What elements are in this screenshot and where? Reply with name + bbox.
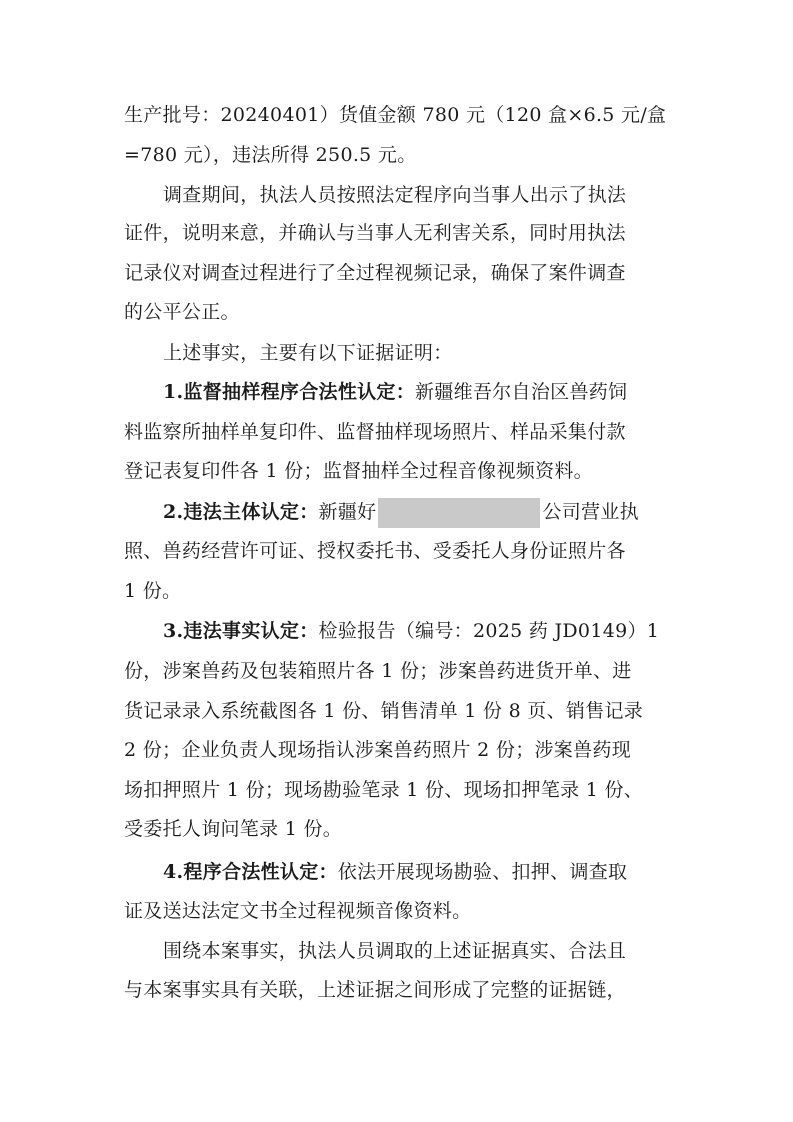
- text-line: 围绕本案事实，执法人员调取的上述证据真实、合法且: [163, 940, 627, 962]
- text-line: 场扣押照片 1 份；现场勘验笔录 1 份、现场扣押笔录 1 份、: [124, 779, 644, 801]
- text-span: 新疆维吾尔自治区兽药饲: [415, 381, 628, 403]
- text-span: 依法开展现场勘验、扣押、调查取: [337, 861, 628, 883]
- evidence-item-1: [163, 375, 684, 409]
- text-line: =780 元），违法所得 250.5 元。: [124, 144, 417, 166]
- text-line: 登记表复印件各 1 份；监督抽样全过程音像视频资料。: [124, 460, 593, 482]
- text-line: 2 份；企业负责人现场指认涉案兽药照片 2 份；涉案兽药现: [124, 739, 631, 761]
- text-line: 料监察所抽样单复印件、监督抽样现场照片、样品采集付款: [124, 421, 626, 443]
- text-line: 货记录录入系统截图各 1 份、销售清单 1 份 8 页、销售记录: [124, 700, 644, 722]
- text-line: 生产批号：20240401）货值金额 780 元（120 盒×6.5 元/盒: [124, 104, 667, 126]
- text-line: 与本案事实具有关联，上述证据之间形成了完整的证据链，: [124, 979, 626, 1001]
- text-line: 的公平公正。: [124, 301, 240, 323]
- text-line: 受委托人询问笔录 1 份。: [124, 818, 343, 840]
- text-line: 上述事实，主要有以下证据证明：: [163, 342, 453, 364]
- text-line: 记录仪对调查过程进行了全过程视频记录，确保了案件调查: [124, 262, 626, 284]
- text-line: 证及送达法定文书全过程视频音像资料。: [124, 900, 472, 922]
- text-line: 照、兽药经营许可证、授权委托书、受委托人身份证照片各: [124, 540, 626, 562]
- evidence-item-2: [163, 495, 684, 529]
- redaction-block: [378, 498, 540, 528]
- evidence-heading: 1.监督抽样程序合法性认定：: [163, 381, 416, 403]
- text-line: 份，涉案兽药及包装箱照片各 1 份；涉案兽药进货开单、进: [124, 660, 632, 682]
- text-line: 1 份。: [124, 580, 182, 602]
- text-span: 新疆好: [318, 501, 377, 523]
- text-line: 证件，说明来意，并确认与当事人无利害关系，同时用执法: [124, 222, 626, 244]
- text-span: 检验报告（编号：2025 药 JD0149）1: [318, 620, 660, 642]
- evidence-heading: 2.违法主体认定：: [163, 501, 319, 523]
- evidence-item-4: [163, 855, 684, 889]
- text-span: 公司营业执: [542, 501, 639, 523]
- evidence-item-3: [163, 614, 684, 648]
- evidence-heading: 4.程序合法性认定：: [163, 861, 338, 883]
- evidence-heading: 3.违法事实认定：: [163, 620, 319, 642]
- text-line: 调查期间，执法人员按照法定程序向当事人出示了执法: [163, 184, 627, 206]
